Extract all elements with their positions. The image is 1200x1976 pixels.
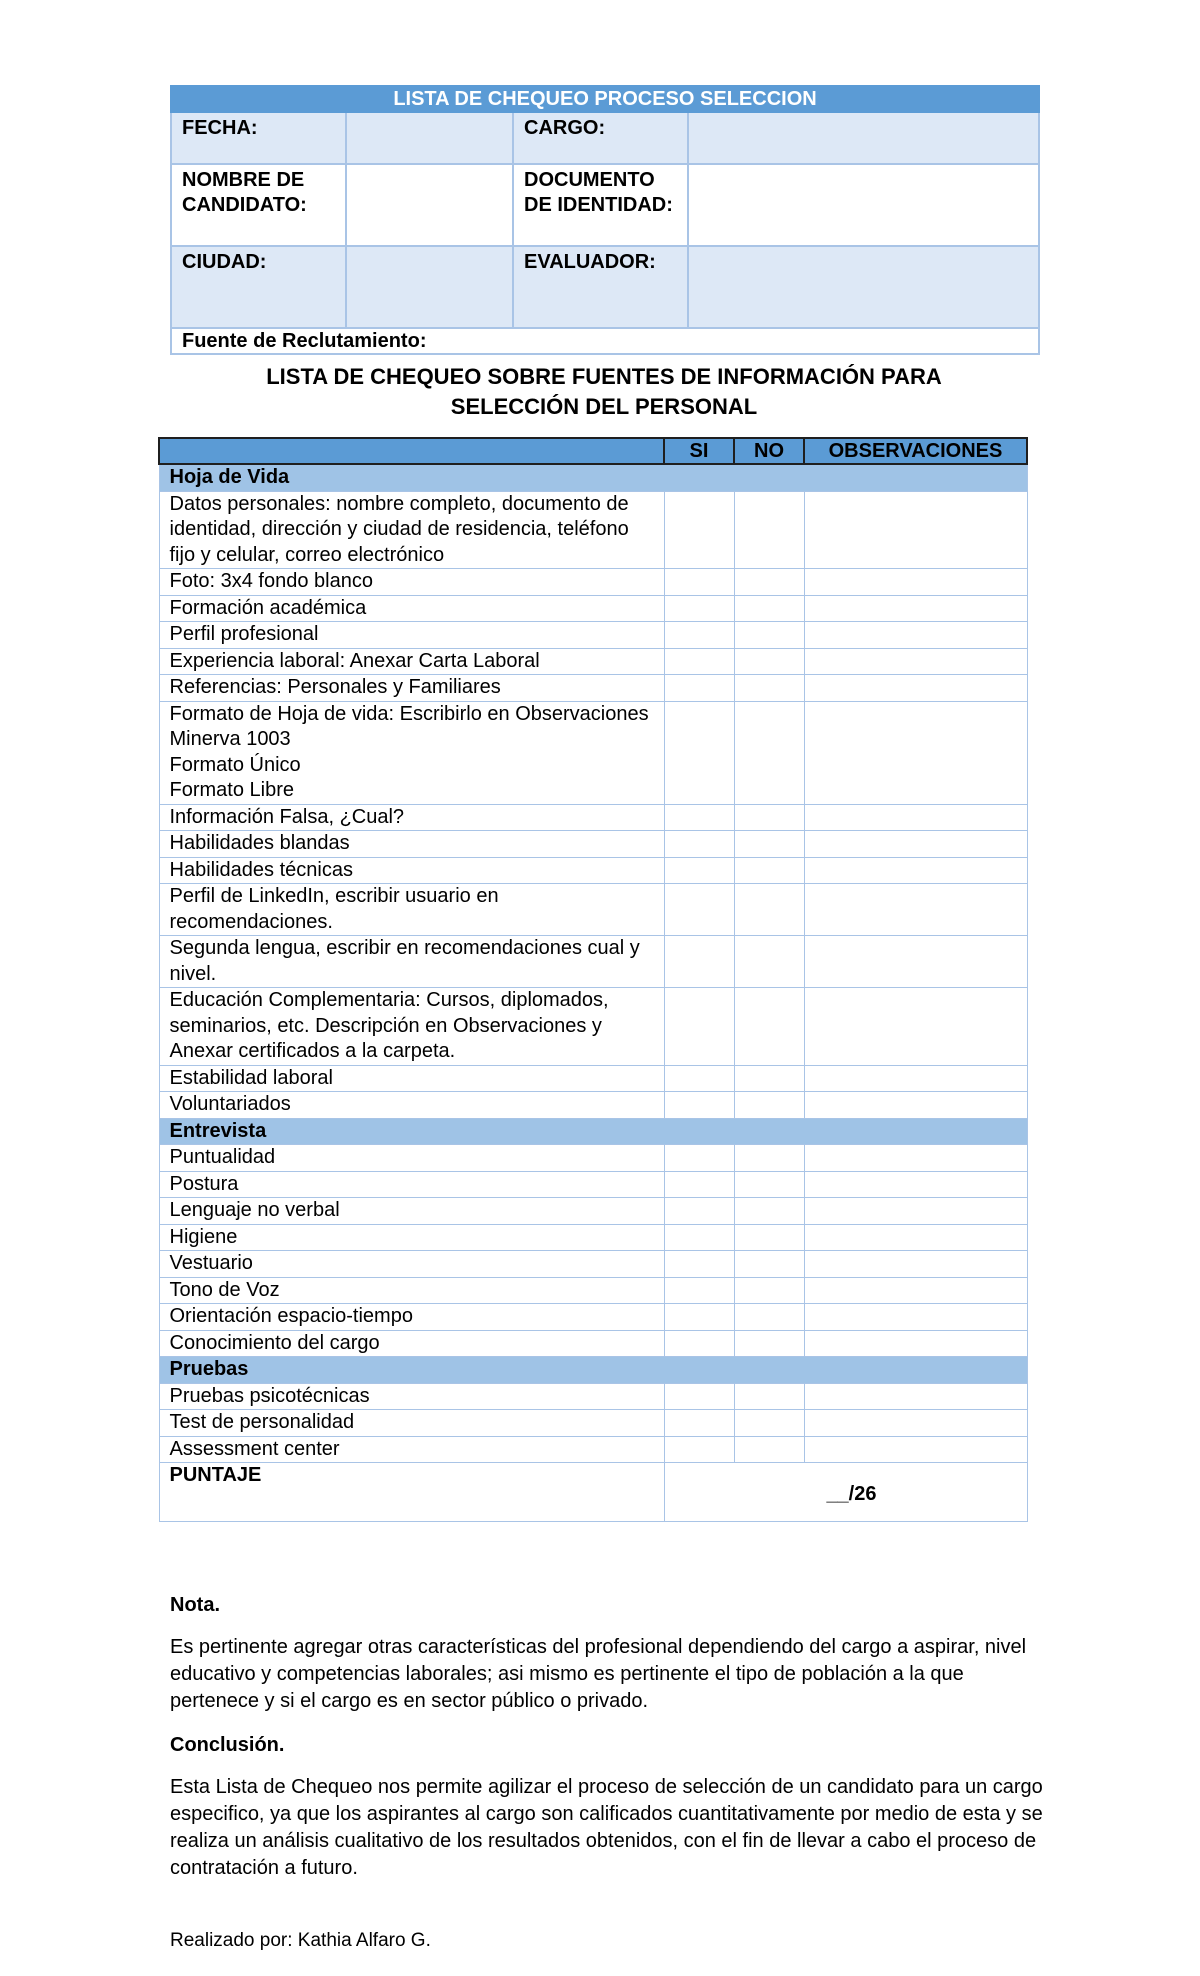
- no-cell[interactable]: [734, 884, 804, 936]
- table-row: [159, 569, 1027, 596]
- column-si: SI: [664, 438, 734, 464]
- item-label: Perfil profesional: [159, 622, 664, 649]
- table-row: [159, 1277, 1027, 1304]
- table-row: [159, 1224, 1027, 1251]
- si-cell[interactable]: [664, 1065, 734, 1092]
- observaciones-cell[interactable]: [804, 1330, 1027, 1357]
- si-cell[interactable]: [664, 1277, 734, 1304]
- no-cell[interactable]: [734, 1330, 804, 1357]
- observaciones-cell[interactable]: [804, 1092, 1027, 1119]
- cargo-field[interactable]: [688, 112, 1039, 164]
- table-row: [159, 988, 1027, 1066]
- puntaje-value[interactable]: __/26: [664, 1463, 1027, 1522]
- section-row: [159, 1357, 1027, 1384]
- no-cell[interactable]: [734, 1092, 804, 1119]
- si-cell[interactable]: [664, 1171, 734, 1198]
- nota-title: Nota.: [170, 1594, 220, 1616]
- observaciones-cell[interactable]: [804, 701, 1027, 804]
- no-cell[interactable]: [734, 857, 804, 884]
- item-label: Foto: 3x4 fondo blanco: [159, 569, 664, 596]
- no-cell[interactable]: [734, 988, 804, 1066]
- item-label: Voluntariados: [159, 1092, 664, 1119]
- fecha-label: FECHA:: [171, 112, 346, 164]
- item-label: Tono de Voz: [159, 1277, 664, 1304]
- formato-option: Formato Libre: [169, 779, 294, 801]
- fecha-field[interactable]: [346, 112, 513, 164]
- evaluador-field[interactable]: [688, 246, 1039, 328]
- checklist-header-row: [159, 438, 1027, 464]
- section-row: [159, 464, 1027, 491]
- si-cell[interactable]: [664, 988, 734, 1066]
- candidate-info-table: [170, 85, 1040, 355]
- nombre-label: NOMBRE DE CANDIDATO:: [171, 164, 346, 246]
- section-hoja-de-vida: Hoja de Vida: [159, 464, 1027, 491]
- item-label: Pruebas psicotécnicas: [159, 1383, 664, 1410]
- item-label: Conocimiento del cargo: [159, 1330, 664, 1357]
- table-row: [159, 831, 1027, 858]
- observaciones-cell[interactable]: [804, 988, 1027, 1066]
- no-cell[interactable]: [734, 648, 804, 675]
- section-pruebas: Pruebas: [159, 1357, 1027, 1384]
- formato-line: Formato de Hoja de vida: Escribirlo en Observaciones: [169, 702, 649, 725]
- footer-author: Realizado por: Kathia Alfaro G.: [170, 1930, 431, 1951]
- form-title-row: [171, 86, 1039, 112]
- observaciones-cell[interactable]: [804, 1383, 1027, 1410]
- observaciones-cell[interactable]: [804, 491, 1027, 569]
- table-row: [159, 1251, 1027, 1278]
- si-cell[interactable]: [664, 857, 734, 884]
- si-cell[interactable]: [664, 1092, 734, 1119]
- nombre-field[interactable]: [346, 164, 513, 246]
- no-cell[interactable]: [734, 1224, 804, 1251]
- section-row: [159, 1118, 1027, 1145]
- si-cell[interactable]: [664, 622, 734, 649]
- no-cell[interactable]: [734, 569, 804, 596]
- item-label: Habilidades blandas: [159, 831, 664, 858]
- item-label: Perfil de LinkedIn, escribir usuario en recomendaciones.: [159, 884, 664, 936]
- item-label: Educación Complementaria: Cursos, diplomados, seminarios, etc. Descripción en Observaciones y Anexar certificados a la carpeta.: [159, 988, 664, 1066]
- header-blank-cell: [159, 438, 664, 464]
- formato-option: Minerva 1003: [169, 728, 291, 750]
- no-cell[interactable]: [734, 1171, 804, 1198]
- no-cell[interactable]: [734, 831, 804, 858]
- no-cell[interactable]: [734, 491, 804, 569]
- table-row: [159, 936, 1027, 988]
- formato-option: Formato Único: [169, 753, 301, 776]
- si-cell[interactable]: [664, 675, 734, 702]
- table-row: [159, 648, 1027, 675]
- si-cell[interactable]: [664, 1383, 734, 1410]
- item-label: Postura: [159, 1171, 664, 1198]
- si-cell[interactable]: [664, 936, 734, 988]
- nombre-documento-row: [171, 164, 1039, 246]
- si-cell[interactable]: [664, 701, 734, 804]
- observaciones-cell[interactable]: [804, 1251, 1027, 1278]
- item-label: Estabilidad laboral: [159, 1065, 664, 1092]
- heading-line-2: SELECCIÓN DEL PERSONAL: [450, 394, 758, 419]
- no-cell[interactable]: [734, 675, 804, 702]
- no-cell[interactable]: [734, 1410, 804, 1437]
- item-label: Referencias: Personales y Familiares: [159, 675, 664, 702]
- checklist-table: [158, 437, 1028, 1522]
- table-row: [159, 1410, 1027, 1437]
- si-cell[interactable]: [664, 804, 734, 831]
- observaciones-cell[interactable]: [804, 1304, 1027, 1331]
- table-row: [159, 675, 1027, 702]
- conclusion-title: Conclusión.: [170, 1734, 285, 1756]
- si-cell[interactable]: [664, 1145, 734, 1172]
- observaciones-cell[interactable]: [804, 622, 1027, 649]
- si-cell[interactable]: [664, 1330, 734, 1357]
- item-label: Lenguaje no verbal: [159, 1198, 664, 1225]
- ciudad-evaluador-row: [171, 246, 1039, 328]
- observaciones-cell[interactable]: [804, 1277, 1027, 1304]
- observaciones-cell[interactable]: [804, 1171, 1027, 1198]
- observaciones-cell[interactable]: [804, 569, 1027, 596]
- column-observaciones: OBSERVACIONES: [804, 438, 1027, 464]
- observaciones-cell[interactable]: [804, 1198, 1027, 1225]
- si-cell[interactable]: [664, 595, 734, 622]
- item-label: Información Falsa, ¿Cual?: [159, 804, 664, 831]
- observaciones-cell[interactable]: [804, 675, 1027, 702]
- observaciones-cell[interactable]: [804, 804, 1027, 831]
- no-cell[interactable]: [734, 622, 804, 649]
- column-no: NO: [734, 438, 804, 464]
- si-cell[interactable]: [664, 569, 734, 596]
- si-cell[interactable]: [664, 491, 734, 569]
- si-cell[interactable]: [664, 1198, 734, 1225]
- si-cell[interactable]: [664, 1436, 734, 1463]
- observaciones-cell[interactable]: [804, 1436, 1027, 1463]
- item-label: Experiencia laboral: Anexar Carta Laboral: [159, 648, 664, 675]
- item-label: Puntualidad: [159, 1145, 664, 1172]
- table-row: [159, 1198, 1027, 1225]
- table-row: [159, 857, 1027, 884]
- no-cell[interactable]: [734, 595, 804, 622]
- item-label: Datos personales: nombre completo, documento de identidad, dirección y ciudad de residencia, teléfono fijo y celular, correo electrónico: [159, 491, 664, 569]
- no-cell[interactable]: [734, 1198, 804, 1225]
- item-label-formato: [159, 701, 664, 804]
- ciudad-field[interactable]: [346, 246, 513, 328]
- table-row: [159, 1171, 1027, 1198]
- table-row: [159, 1330, 1027, 1357]
- observaciones-cell[interactable]: [804, 1224, 1027, 1251]
- item-label: Segunda lengua, escribir en recomendaciones cual y nivel.: [159, 936, 664, 988]
- table-row: [159, 622, 1027, 649]
- no-cell[interactable]: [734, 1436, 804, 1463]
- no-cell[interactable]: [734, 936, 804, 988]
- observaciones-cell[interactable]: [804, 595, 1027, 622]
- item-label: Orientación espacio-tiempo: [159, 1304, 664, 1331]
- table-row: [159, 595, 1027, 622]
- table-row: [159, 491, 1027, 569]
- observaciones-cell[interactable]: [804, 1410, 1027, 1437]
- fuente-label[interactable]: Fuente de Reclutamiento:: [171, 328, 1039, 354]
- section-entrevista: Entrevista: [159, 1118, 1027, 1145]
- puntaje-label: PUNTAJE: [159, 1463, 664, 1522]
- observaciones-cell[interactable]: [804, 831, 1027, 858]
- si-cell[interactable]: [664, 831, 734, 858]
- evaluador-label: EVALUADOR:: [513, 246, 688, 328]
- table-row: [159, 701, 1027, 804]
- fuente-row: [171, 328, 1039, 354]
- item-label: Higiene: [159, 1224, 664, 1251]
- table-row: [159, 1092, 1027, 1119]
- ciudad-label: CIUDAD:: [171, 246, 346, 328]
- no-cell[interactable]: [734, 1277, 804, 1304]
- observaciones-cell[interactable]: [804, 936, 1027, 988]
- table-row: [159, 884, 1027, 936]
- item-label: Habilidades técnicas: [159, 857, 664, 884]
- table-row: [159, 1304, 1027, 1331]
- si-cell[interactable]: [664, 884, 734, 936]
- table-row: [159, 1145, 1027, 1172]
- conclusion-text: Esta Lista de Chequeo nos permite agilizar el proceso de selección de un candidato para un cargo especifico, ya que los aspirantes al cargo son calificados cuantitativamente por medio de esta y se realiza un análisis cualitativo de los resultados obtenidos, con el fin de llevar a cabo el proceso de contratación a futuro.: [170, 1776, 1043, 1879]
- item-label: Test de personalidad: [159, 1410, 664, 1437]
- no-cell[interactable]: [734, 1383, 804, 1410]
- observaciones-cell[interactable]: [804, 857, 1027, 884]
- fecha-cargo-row: [171, 112, 1039, 164]
- documento-field[interactable]: [688, 164, 1039, 246]
- cargo-label: CARGO:: [513, 112, 688, 164]
- no-cell[interactable]: [734, 1145, 804, 1172]
- si-cell[interactable]: [664, 1224, 734, 1251]
- table-row: [159, 1065, 1027, 1092]
- item-label: Formación académica: [159, 595, 664, 622]
- no-cell[interactable]: [734, 1304, 804, 1331]
- table-row: [159, 1383, 1027, 1410]
- heading-line-1: LISTA DE CHEQUEO SOBRE FUENTES DE INFORMACIÓN PARA: [266, 364, 942, 389]
- table-row: [159, 1436, 1027, 1463]
- observaciones-cell[interactable]: [804, 1145, 1027, 1172]
- puntaje-row: [159, 1463, 1027, 1522]
- form-title: LISTA DE CHEQUEO PROCESO SELECCION: [171, 86, 1039, 112]
- documento-label: DOCUMENTO DE IDENTIDAD:: [513, 164, 688, 246]
- observaciones-cell[interactable]: [804, 1065, 1027, 1092]
- table-row: [159, 804, 1027, 831]
- si-cell[interactable]: [664, 1304, 734, 1331]
- checklist-heading: [170, 362, 1038, 422]
- no-cell[interactable]: [734, 804, 804, 831]
- item-label: Assessment center: [159, 1436, 664, 1463]
- si-cell[interactable]: [664, 648, 734, 675]
- observaciones-cell[interactable]: [804, 648, 1027, 675]
- si-cell[interactable]: [664, 1410, 734, 1437]
- si-cell[interactable]: [664, 1251, 734, 1278]
- nota-text: Es pertinente agregar otras características del profesional dependiendo del cargo a aspirar, nivel educativo y competencias laborales; asi mismo es pertinente el tipo de población a la que pertenece y si el cargo es en sector público o privado.: [170, 1636, 1027, 1712]
- no-cell[interactable]: [734, 701, 804, 804]
- item-label: Vestuario: [159, 1251, 664, 1278]
- no-cell[interactable]: [734, 1251, 804, 1278]
- observaciones-cell[interactable]: [804, 884, 1027, 936]
- no-cell[interactable]: [734, 1065, 804, 1092]
